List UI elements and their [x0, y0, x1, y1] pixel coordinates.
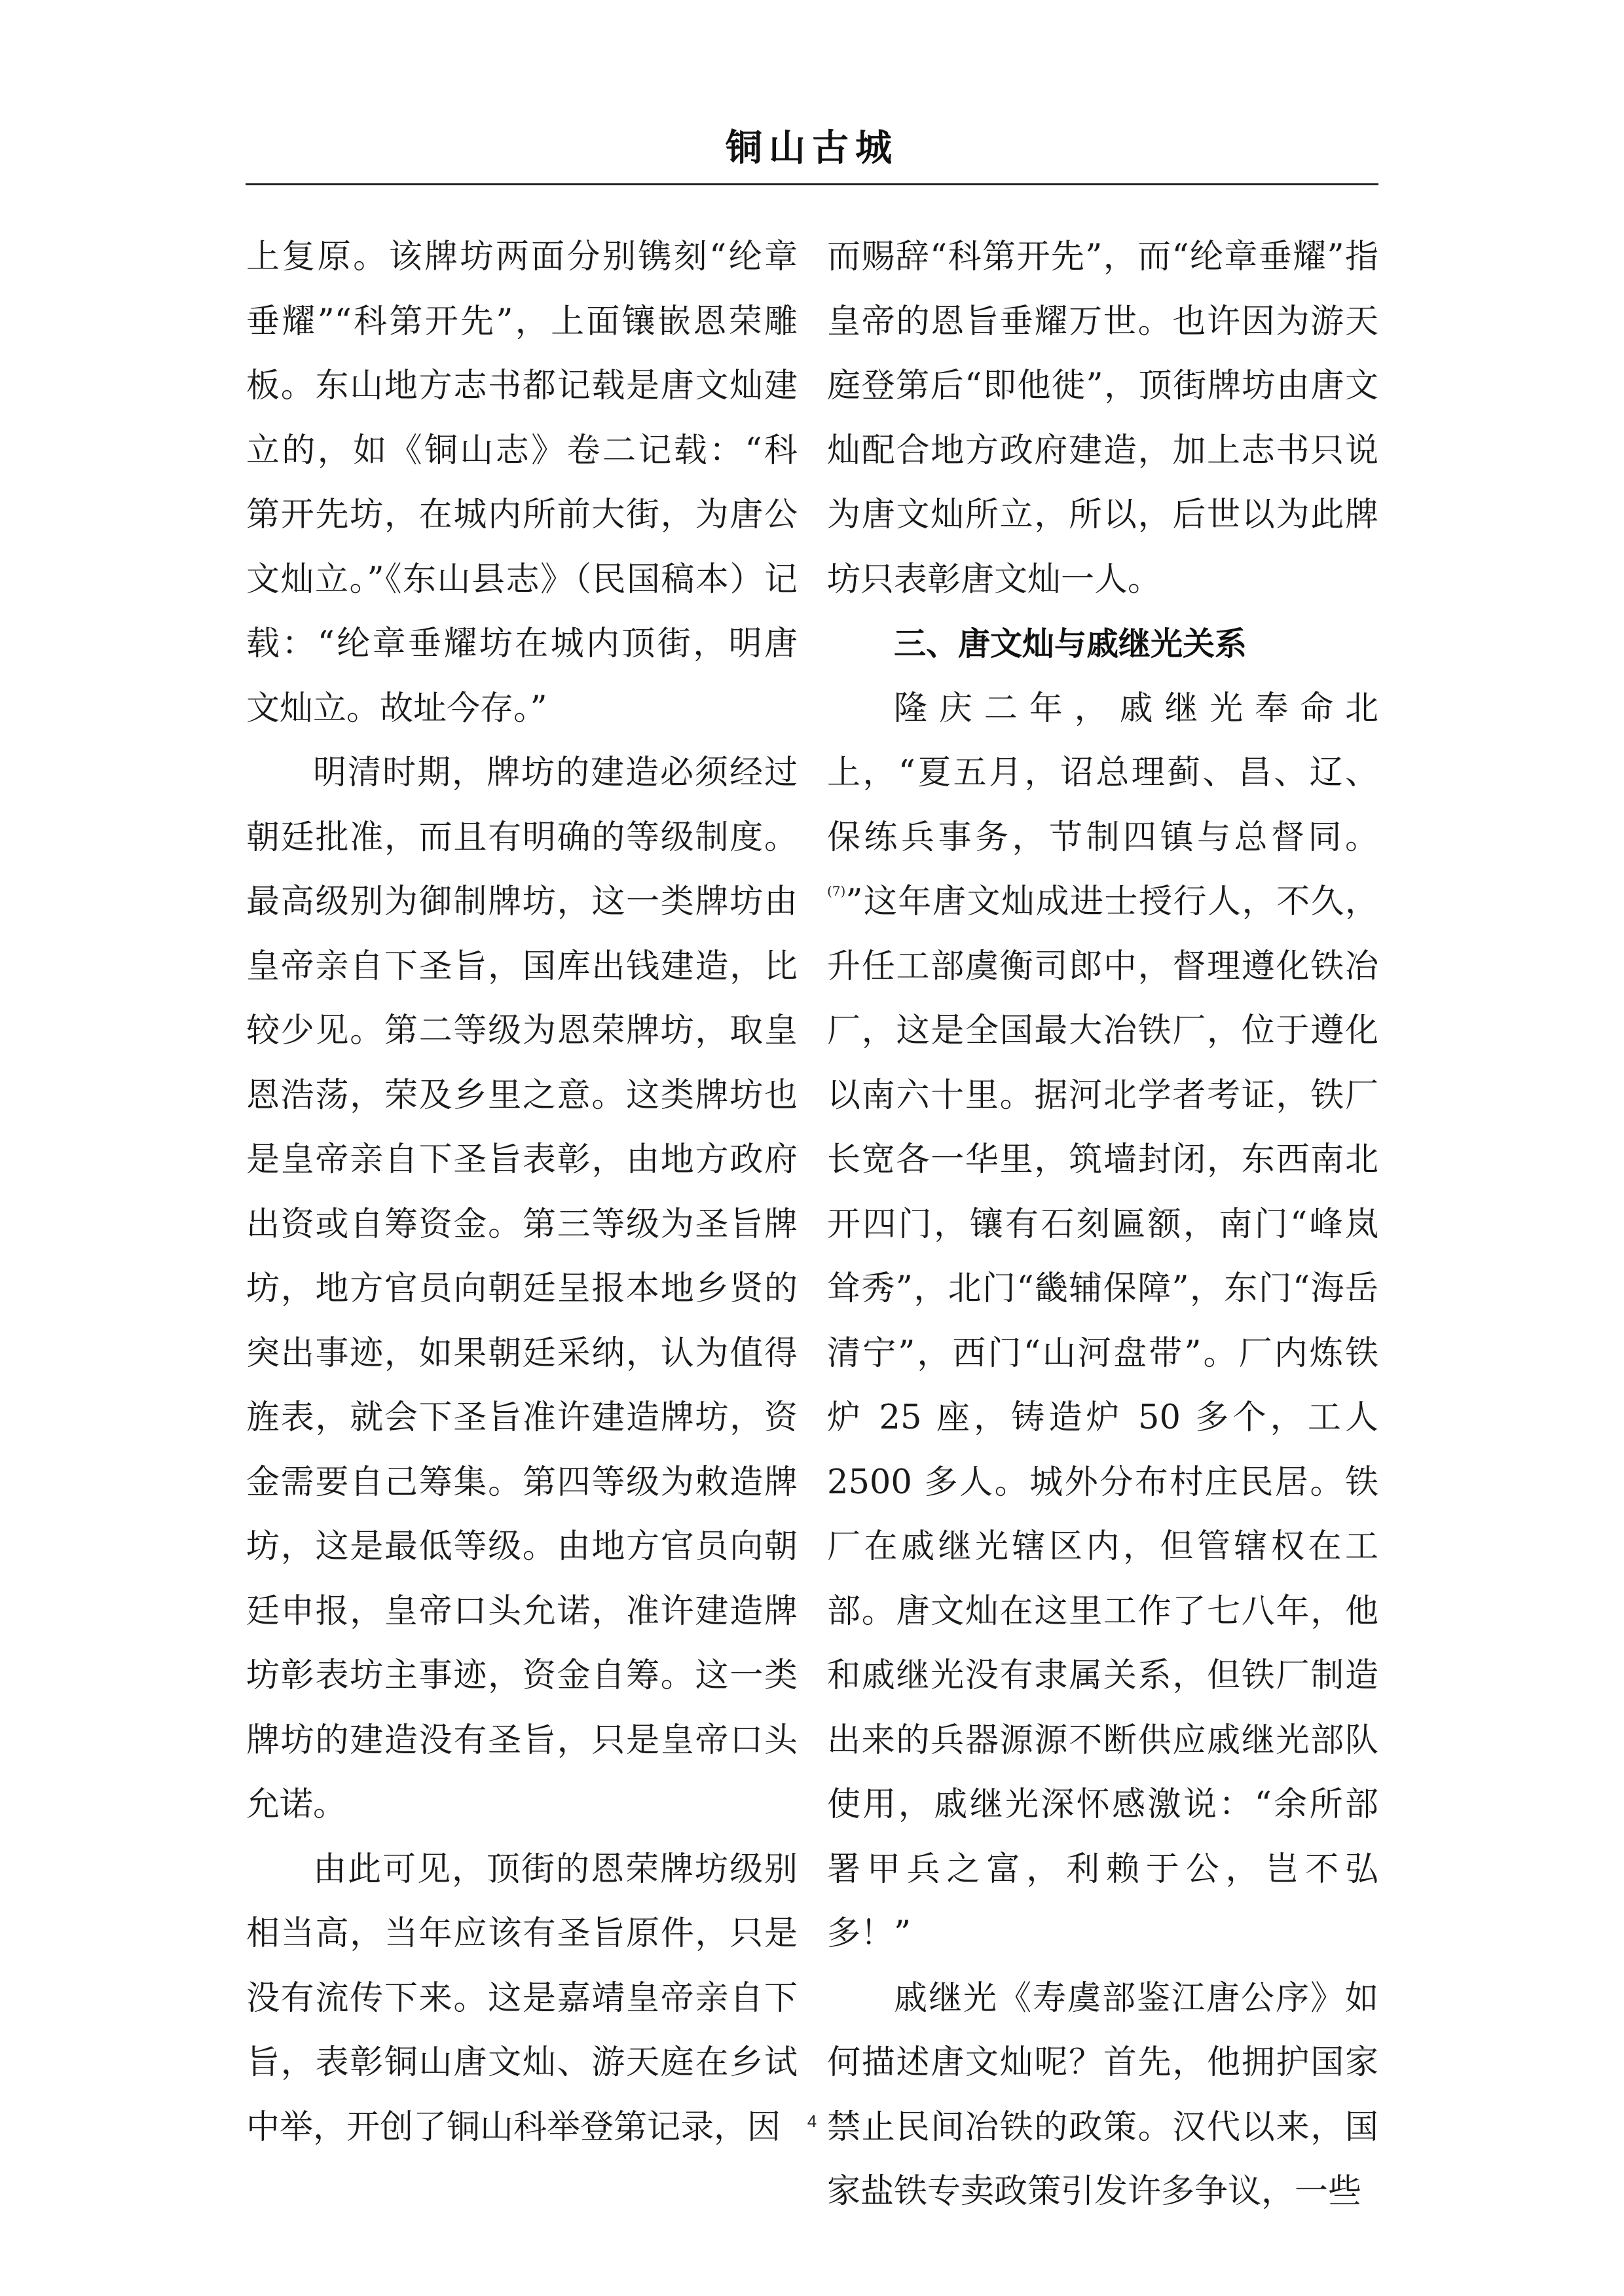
paragraph-text: ”这年唐文灿成进士授行人，不久，升任工部虞衡司郎中，督理遵化铁冶厂，这是全国最大冶铁厂，位于遵化以南六十里。据河北学者考证，铁厂长宽各一华里，筑墙封闭，东西南北开四门，镶有石刻匾额，南门“峰岚耸秀”，北门“畿辅保障”，东门“海岳清宁”，西门“山河盘带”。厂内炼铁炉 25 座，铸造炉 50 多个，工人 2500 多人。城外分布村庄民居。铁厂在戚继光辖区内，但管辖权在工部。唐文灿在这里工作了七八年，他和戚继光没有隶属关系，但铁厂制造出来的兵器源源不断供应戚继光部队使用，戚继光深怀感激说：“余所部署甲兵之富，利赖于公，岂不弘多！” [827, 883, 1378, 1953]
header-rule [246, 183, 1378, 185]
paragraph: 上复原。该牌坊两面分别镌刻“纶章垂耀”“科第开先”，上面镶嵌恩荣雕板。东山地方志书都记载是唐文灿建立的，如《铜山志》卷二记载：“科第开先坊，在城内所前大街，为唐公文灿立。”《东山县志》（民国稿本）记载：“纶章垂耀坊在城内顶街，明唐文灿立。故址今存。” [246, 238, 798, 728]
section-heading: 三、唐文灿与戚继光关系 [894, 625, 1247, 663]
running-header-title: 铜山古城 [726, 126, 898, 170]
paragraph: 由此可见，顶街的恩荣牌坊级别相当高，当年应该有圣旨原件，只是没有流传下来。这是嘉靖皇帝亲自下旨，表彰铜山唐文灿、游天庭在乡试中举，开创了铜山科举登第记录，因 [246, 1850, 798, 2147]
paragraph: 而赐辞“科第开先”，而“纶章垂耀”指皇帝的恩旨垂耀万世。也许因为游天庭登第后“即他徙”，顶街牌坊由唐文灿配合地方政府建造，加上志书只说为唐文灿所立，所以，后世以为此牌坊只表彰唐文灿一人。 [827, 238, 1378, 599]
footnote-marker: (7) [827, 883, 846, 899]
left-column [246, 225, 798, 2160]
page-number: 4 [807, 2111, 817, 2131]
paragraph: 戚继光《寿虞部鉴江唐公序》如何描述唐文灿呢？首先，他拥护国家禁止民间冶铁的政策。汉代以来，国家盐铁专卖政策引发许多争议，一些 [827, 1978, 1378, 2211]
paragraph: 明清时期，牌坊的建造必须经过朝廷批准，而且有明确的等级制度。最高级别为御制牌坊，这一类牌坊由皇帝亲自下圣旨，国库出钱建造，比较少见。第二等级为恩荣牌坊，取皇恩浩荡，荣及乡里之意。这类牌坊也是皇帝亲自下圣旨表彰，由地方政府出资或自筹资金。第三等级为圣旨牌坊，地方官员向朝廷呈报本地乡贤的突出事迹，如果朝廷采纳，认为值得旌表，就会下圣旨准许建造牌坊，资金需要自己筹集。第四等级为敕造牌坊，这是最低等级。由地方官员向朝廷申报，皇帝口头允诺，准许建造牌坊彰表坊主事迹，资金自筹。这一类牌坊的建造没有圣旨，只是皇帝口头允诺。 [246, 754, 798, 1824]
paragraph-text: 隆庆二年，戚继光奉命北上，“夏五月，诏总理蓟、昌、辽、保练兵事务，节制四镇与总督同。 [827, 689, 1378, 857]
paragraph [827, 677, 1378, 1967]
right-column [827, 225, 1378, 2225]
